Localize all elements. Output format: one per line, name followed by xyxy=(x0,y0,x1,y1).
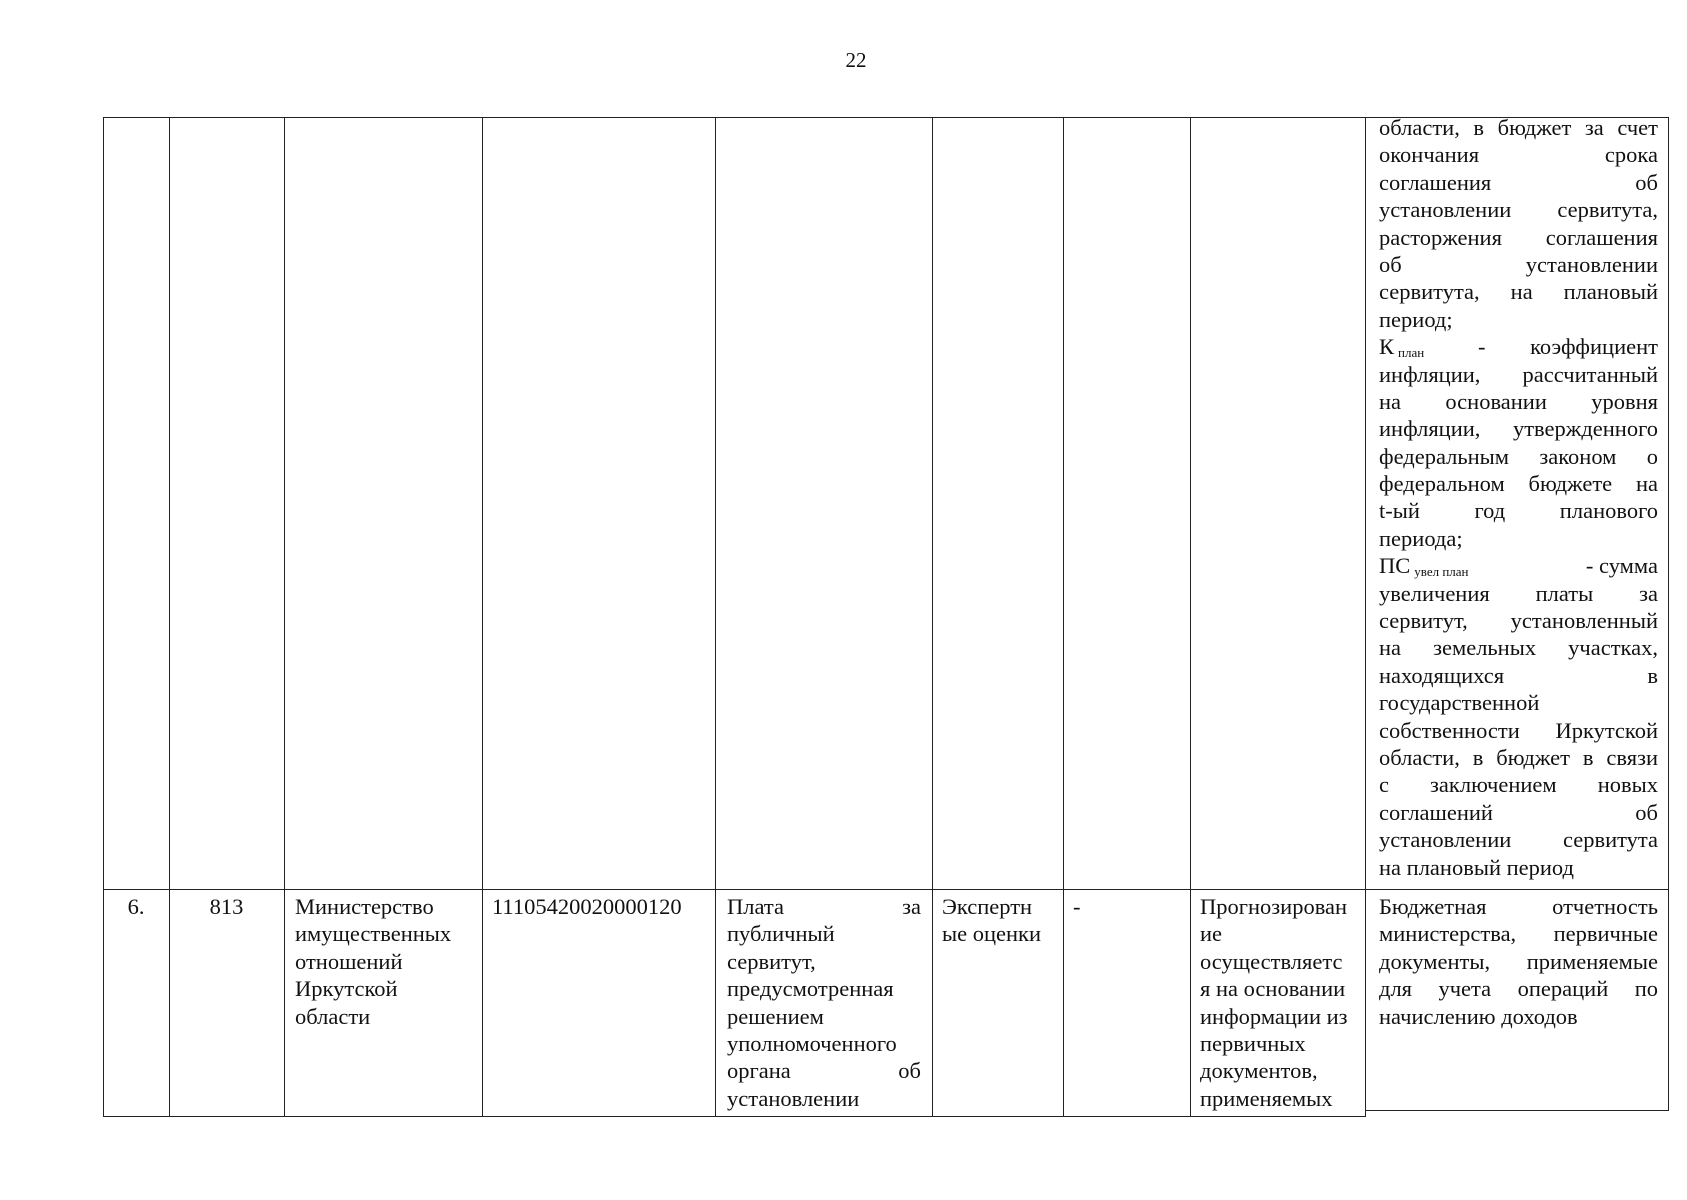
col-border-4 xyxy=(482,117,483,1117)
text-line: документов, xyxy=(1200,1058,1318,1084)
text-line: периода; xyxy=(1379,525,1463,551)
text-line: собственности Иркутской xyxy=(1379,717,1658,743)
text-line: сервитут, xyxy=(727,948,816,974)
text-line: решением xyxy=(727,1003,824,1029)
text-line: Экспертн xyxy=(942,894,1033,919)
text-line: для учета операций по xyxy=(1379,976,1658,1002)
text-line: установлении сервитута xyxy=(1379,827,1658,853)
text-line: увеличения платы за xyxy=(1379,580,1658,606)
col-border-7 xyxy=(1063,117,1064,1117)
text-line: на плановый период xyxy=(1379,854,1574,880)
text-line: ые оценки xyxy=(942,921,1042,947)
text-line: Прогнозирован xyxy=(1200,894,1348,919)
text-line: с заключением новых xyxy=(1379,772,1658,798)
col-border-5 xyxy=(715,117,716,1117)
col-border-8 xyxy=(1190,117,1191,1117)
k-definition xyxy=(1478,333,1658,360)
text-line: ие xyxy=(1200,921,1223,947)
text-line: соглашений об xyxy=(1379,799,1658,825)
text-line: федеральным законом о xyxy=(1379,443,1658,469)
text-line: инфляции, рассчитанный xyxy=(1379,361,1658,387)
income-name xyxy=(727,893,921,1112)
page-number: 22 xyxy=(845,48,867,72)
text-line: Плата за xyxy=(727,894,921,919)
table-bottom-border-left xyxy=(103,1116,1365,1117)
text-line: я на основании xyxy=(1200,976,1346,1002)
text-line: период; xyxy=(1379,306,1453,332)
calculation-algorithm xyxy=(1200,893,1362,1112)
text-line: министерства, первичные xyxy=(1379,921,1658,947)
text-line: применяемых xyxy=(1200,1085,1333,1111)
text-line: федеральном бюджете на xyxy=(1379,471,1658,497)
admin-code: 813 xyxy=(209,894,244,919)
ps-subscript: увел план xyxy=(1414,564,1469,580)
k-definition-part: - xyxy=(1478,334,1486,360)
col-border-6 xyxy=(932,117,933,1117)
text-line: осуществляетс xyxy=(1200,948,1343,974)
text-line: соглашения об xyxy=(1379,169,1658,195)
text-line: сервитута, на плановый xyxy=(1379,279,1658,305)
text-line: уполномоченного xyxy=(727,1030,897,1056)
k-coefficient-line xyxy=(1379,333,1658,360)
text-line: органа об xyxy=(727,1058,921,1084)
continuation-lines-b xyxy=(1379,361,1658,553)
text-line: установлении xyxy=(727,1085,860,1111)
text-line: t-ый год планового xyxy=(1379,498,1658,524)
text-line: об установлении xyxy=(1379,251,1658,277)
text-line: на земельных участках, xyxy=(1379,635,1658,661)
text-line: имущественных xyxy=(295,921,452,947)
continuation-lines-c xyxy=(1379,580,1658,881)
ps-symbol: ПС xyxy=(1379,553,1411,579)
text-line: Бюджетная отчетность xyxy=(1379,894,1658,919)
text-line: предусмотренная xyxy=(727,976,894,1002)
col-border-10 xyxy=(1668,117,1669,1111)
text-line: Иркутской xyxy=(295,976,398,1002)
text-line: расторжения соглашения xyxy=(1379,224,1658,250)
text-line: установлении сервитута, xyxy=(1379,197,1658,223)
text-line: государственной xyxy=(1379,690,1540,716)
text-line: публичный xyxy=(727,921,835,947)
continuation-cell xyxy=(1379,114,1658,881)
kbk-code: 11105420020000120 xyxy=(492,894,682,919)
text-line: находящихся в xyxy=(1379,662,1658,688)
text-line: информации из xyxy=(1200,1003,1348,1029)
text-line: инфляции, утвержденного xyxy=(1379,416,1658,442)
col-border-2 xyxy=(169,117,170,1117)
text-line: первичных xyxy=(1200,1030,1306,1056)
text-line: области, в бюджет за счет xyxy=(1379,115,1658,140)
ps-definition: - сумма xyxy=(1585,553,1658,579)
ps-sum-line xyxy=(1379,552,1658,579)
administrator-name xyxy=(295,893,477,1030)
k-definition-part: коэффициент xyxy=(1530,334,1658,360)
col-border-1 xyxy=(103,117,104,1117)
col-border-3 xyxy=(284,117,285,1117)
table-bottom-border-right xyxy=(1365,1110,1669,1111)
k-symbol: К xyxy=(1379,334,1395,360)
text-line: сервитут, установленный xyxy=(1379,608,1658,634)
ps-symbol-group xyxy=(1379,552,1473,579)
k-symbol-group xyxy=(1379,333,1428,360)
formula: - xyxy=(1073,894,1081,919)
data-source xyxy=(1379,893,1658,1030)
text-line: окончания срока xyxy=(1379,142,1658,168)
text-line: на основании уровня xyxy=(1379,388,1658,414)
text-line: отношений xyxy=(295,948,403,974)
forecast-method xyxy=(942,893,1060,948)
row-number: 6. xyxy=(127,894,145,919)
text-line: начислению доходов xyxy=(1379,1003,1578,1029)
col-border-9 xyxy=(1365,117,1366,1117)
row-divider xyxy=(103,889,1669,890)
text-line: области xyxy=(295,1003,371,1029)
text-line: документы, применяемые xyxy=(1379,948,1658,974)
text-line: Министерство xyxy=(295,894,434,919)
text-line: области, в бюджет в связи xyxy=(1379,744,1658,770)
k-subscript: план xyxy=(1398,345,1425,361)
continuation-lines-a xyxy=(1379,114,1658,333)
